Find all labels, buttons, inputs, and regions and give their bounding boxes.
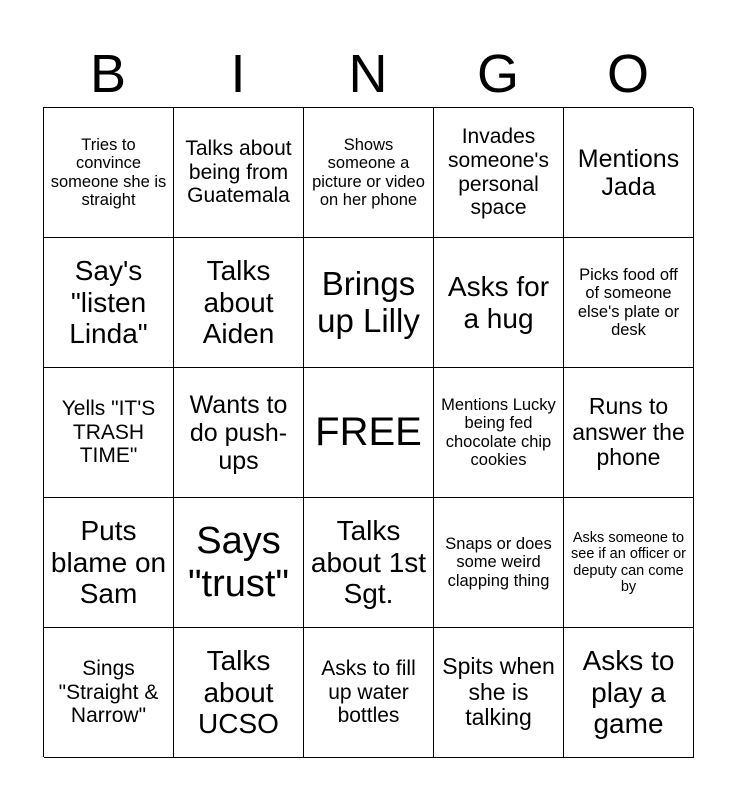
header-letter-g: G — [476, 44, 519, 104]
bingo-cell[interactable]: Shows someone a picture or video on her phone — [304, 108, 434, 238]
bingo-cell[interactable]: Wants to do push-ups — [174, 368, 304, 498]
bingo-cell[interactable]: Sings "Straight & Narrow" — [44, 628, 174, 758]
header-letter-n: N — [348, 44, 388, 104]
bingo-cell[interactable]: Tries to convince someone she is straight — [44, 108, 174, 238]
bingo-cell[interactable]: Talks about being from Guatemala — [174, 108, 304, 238]
header-letter-o: O — [606, 44, 649, 104]
bingo-cell[interactable]: Mentions Jada — [564, 108, 694, 238]
bingo-cell[interactable]: Asks to fill up water bottles — [304, 628, 434, 758]
bingo-cell[interactable]: Asks to play a game — [564, 628, 694, 758]
header-letter-i: I — [230, 44, 246, 104]
header-letter-b: B — [89, 44, 127, 104]
bingo-cell[interactable]: Snaps or does some weird clapping thing — [434, 498, 564, 628]
bingo-cell[interactable]: Asks for a hug — [434, 238, 564, 368]
free-space[interactable]: FREE — [304, 368, 434, 498]
bingo-cell[interactable]: Brings up Lilly — [304, 238, 434, 368]
bingo-cell[interactable]: Invades someone's personal space — [434, 108, 564, 238]
bingo-cell[interactable]: Talks about 1st Sgt. — [304, 498, 434, 628]
bingo-cell[interactable]: Spits when she is talking — [434, 628, 564, 758]
bingo-cell[interactable]: Yells "IT'S TRASH TIME" — [44, 368, 174, 498]
bingo-cell[interactable]: Talks about Aiden — [174, 238, 304, 368]
bingo-header — [43, 40, 693, 108]
bingo-cell[interactable]: Says "trust" — [174, 498, 304, 628]
bingo-cell[interactable]: Mentions Lucky being fed chocolate chip cookies — [434, 368, 564, 498]
bingo-cell[interactable]: Asks someone to see if an officer or deputy can come by — [564, 498, 694, 628]
bingo-cell[interactable]: Puts blame on Sam — [44, 498, 174, 628]
bingo-board — [43, 107, 693, 757]
bingo-cell[interactable]: Runs to answer the phone — [564, 368, 694, 498]
bingo-cell[interactable]: Talks about UCSO — [174, 628, 304, 758]
bingo-cell[interactable]: Picks food off of someone else's plate or desk — [564, 238, 694, 368]
bingo-cell[interactable]: Say's "listen Linda" — [44, 238, 174, 368]
